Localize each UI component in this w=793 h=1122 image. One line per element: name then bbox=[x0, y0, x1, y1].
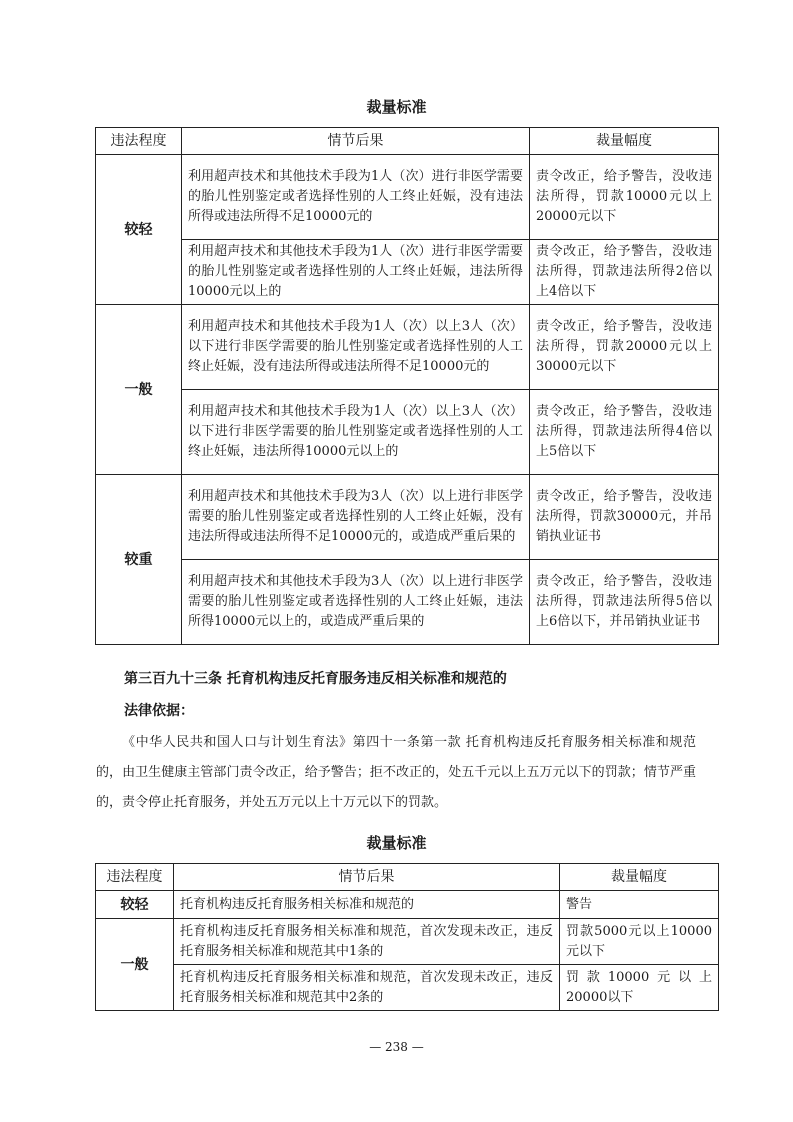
penalty-cell: 责令改正，给予警告，没收违法所得，罚款违法所得5倍以上6倍以下，并吊销执业证书 bbox=[530, 560, 719, 645]
level-cell: 较重 bbox=[96, 475, 182, 645]
circumstance-cell: 托育机构违反托育服务相关标准和规范的 bbox=[174, 891, 560, 919]
header-violation-degree: 违法程度 bbox=[96, 128, 182, 155]
header-penalty-range: 裁量幅度 bbox=[560, 864, 719, 891]
header-violation-degree: 违法程度 bbox=[96, 864, 174, 891]
penalty-cell: 罚款5000元以上10000元以下 bbox=[560, 919, 719, 965]
table2-header-row bbox=[96, 864, 719, 891]
penalty-cell: 责令改正，给予警告，没收违法所得，罚款违法所得2倍以上4倍以下 bbox=[530, 240, 719, 305]
table-row bbox=[96, 240, 719, 305]
circumstance-cell: 托育机构违反托育服务相关标准和规范，首次发现未改正，违反托育服务相关标准和规范其中2条的 bbox=[174, 965, 560, 1011]
penalty-cell: 警告 bbox=[560, 891, 719, 919]
circumstance-cell: 托育机构违反托育服务相关标准和规范，首次发现未改正，违反托育服务相关标准和规范其中1条的 bbox=[174, 919, 560, 965]
table-row bbox=[96, 919, 719, 965]
circumstance-cell: 利用超声技术和其他技术手段为3人（次）以上进行非医学需要的胎儿性别鉴定或者选择性别的人工终止妊娠，违法所得10000元以上的，或造成严重后果的 bbox=[182, 560, 530, 645]
table2-discretion-standards bbox=[95, 863, 719, 1011]
table-row bbox=[96, 965, 719, 1011]
circumstance-cell: 利用超声技术和其他技术手段为1人（次）以上3人（次）以下进行非医学需要的胎儿性别鉴定或者选择性别的人工终止妊娠，没有违法所得或违法所得不足10000元的 bbox=[182, 305, 530, 390]
table1-header-row bbox=[96, 128, 719, 155]
table-row bbox=[96, 475, 719, 560]
penalty-cell: 责令改正，给予警告，没收违法所得，罚款20000元以上30000元以下 bbox=[530, 305, 719, 390]
level-cell: 较轻 bbox=[96, 891, 174, 919]
table1-discretion-standards bbox=[95, 127, 719, 645]
penalty-cell: 罚款10000元以上20000以下 bbox=[560, 965, 719, 1011]
circumstance-cell: 利用超声技术和其他技术手段为1人（次）进行非医学需要的胎儿性别鉴定或者选择性别的人工终止妊娠，没有违法所得或违法所得不足10000元的 bbox=[182, 155, 530, 240]
article-title: 第三百九十三条 托育机构违反托育服务违反相关标准和规范的 bbox=[124, 671, 507, 687]
table1-caption: 裁量标准 bbox=[366, 98, 427, 116]
penalty-cell: 责令改正，给予警告，没收违法所得，罚款30000元，并吊销执业证书 bbox=[530, 475, 719, 560]
header-circumstances: 情节后果 bbox=[174, 864, 560, 891]
table-row bbox=[96, 305, 719, 390]
circumstance-cell: 利用超声技术和其他技术手段为1人（次）以上3人（次）以下进行非医学需要的胎儿性别鉴定或者选择性别的人工终止妊娠，违法所得10000元以上的 bbox=[182, 390, 530, 475]
circumstance-cell: 利用超声技术和其他技术手段为3人（次）以上进行非医学需要的胎儿性别鉴定或者选择性别的人工终止妊娠，没有违法所得或违法所得不足10000元的，或造成严重后果的 bbox=[182, 475, 530, 560]
circumstance-cell: 利用超声技术和其他技术手段为1人（次）进行非医学需要的胎儿性别鉴定或者选择性别的人工终止妊娠，违法所得10000元以上的 bbox=[182, 240, 530, 305]
table-row bbox=[96, 560, 719, 645]
table-row bbox=[96, 891, 719, 919]
penalty-cell: 责令改正，给予警告，没收违法所得，罚款10000元以上20000元以下 bbox=[530, 155, 719, 240]
table-row bbox=[96, 390, 719, 475]
header-penalty-range: 裁量幅度 bbox=[530, 128, 719, 155]
table-row bbox=[96, 155, 719, 240]
page-number: — 238 — bbox=[369, 1040, 424, 1054]
level-cell: 较轻 bbox=[96, 155, 182, 305]
level-cell: 一般 bbox=[96, 305, 182, 475]
table2-caption: 裁量标准 bbox=[366, 834, 427, 852]
legal-basis-label: 法律依据： bbox=[124, 703, 194, 719]
legal-basis-paragraph: 《中华人民共和国人口与计划生育法》第四十一条第一款 托育机构违反托育服务相关标准和规范的，由卫生健康主管部门责令改正，给予警告；拒不改正的，处五千元以上五万元以下的罚款；情节严重的，责令停止托育服务，并处五万元以上十万元以下的罚款。 bbox=[96, 735, 696, 810]
penalty-cell: 责令改正，给予警告，没收违法所得，罚款违法所得4倍以上5倍以下 bbox=[530, 390, 719, 475]
header-circumstances: 情节后果 bbox=[182, 128, 530, 155]
level-cell: 一般 bbox=[96, 919, 174, 1011]
